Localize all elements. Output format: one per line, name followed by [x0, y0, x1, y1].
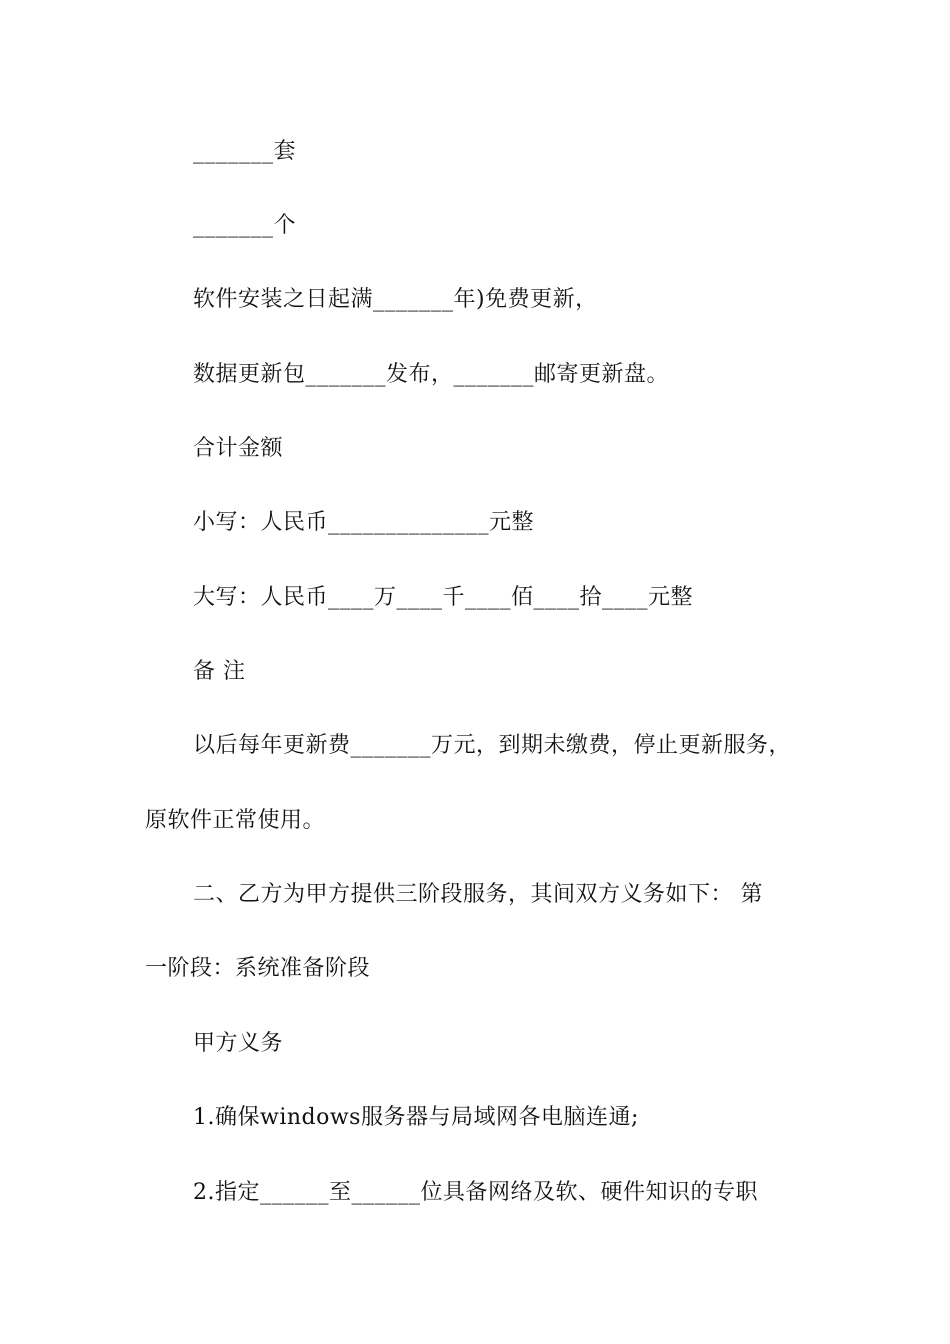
text-line-sets: _______套: [193, 139, 297, 164]
text-line-amount-uppercase: 大写：人民币____万____千____佰____拾____元整: [193, 585, 694, 610]
text-line-annual-fee: 以后每年更新费_______万元，到期未缴费，停止更新服务，: [193, 733, 792, 758]
text-line-data-update: 数据更新包_______发布，_______邮寄更新盘。: [193, 362, 670, 387]
text-line-phase-one: 一阶段：系统准备阶段: [145, 956, 371, 981]
text-line-duty-2: 2.指定______至______位具备网络及软、硬件知识的专职: [193, 1180, 758, 1205]
text-line-units: _______个: [193, 213, 297, 238]
text-line-amount-lowercase: 小写：人民币______________元整: [193, 510, 535, 535]
text-line-duty-1: 1.确保windows服务器与局域网各电脑连通;: [193, 1105, 639, 1130]
text-line-remarks-heading: 备 注: [193, 659, 246, 684]
text-line-total-heading: 合计金额: [193, 436, 284, 461]
text-line-section-two: 二、乙方为甲方提供三阶段服务，其间双方义务如下： 第: [193, 882, 763, 907]
text-line-annual-fee-cont: 原软件正常使用。: [145, 808, 326, 833]
text-line-free-update: 软件安装之日起满_______年)免费更新，: [193, 287, 598, 312]
text-line-party-a-duties: 甲方义务: [193, 1031, 284, 1056]
